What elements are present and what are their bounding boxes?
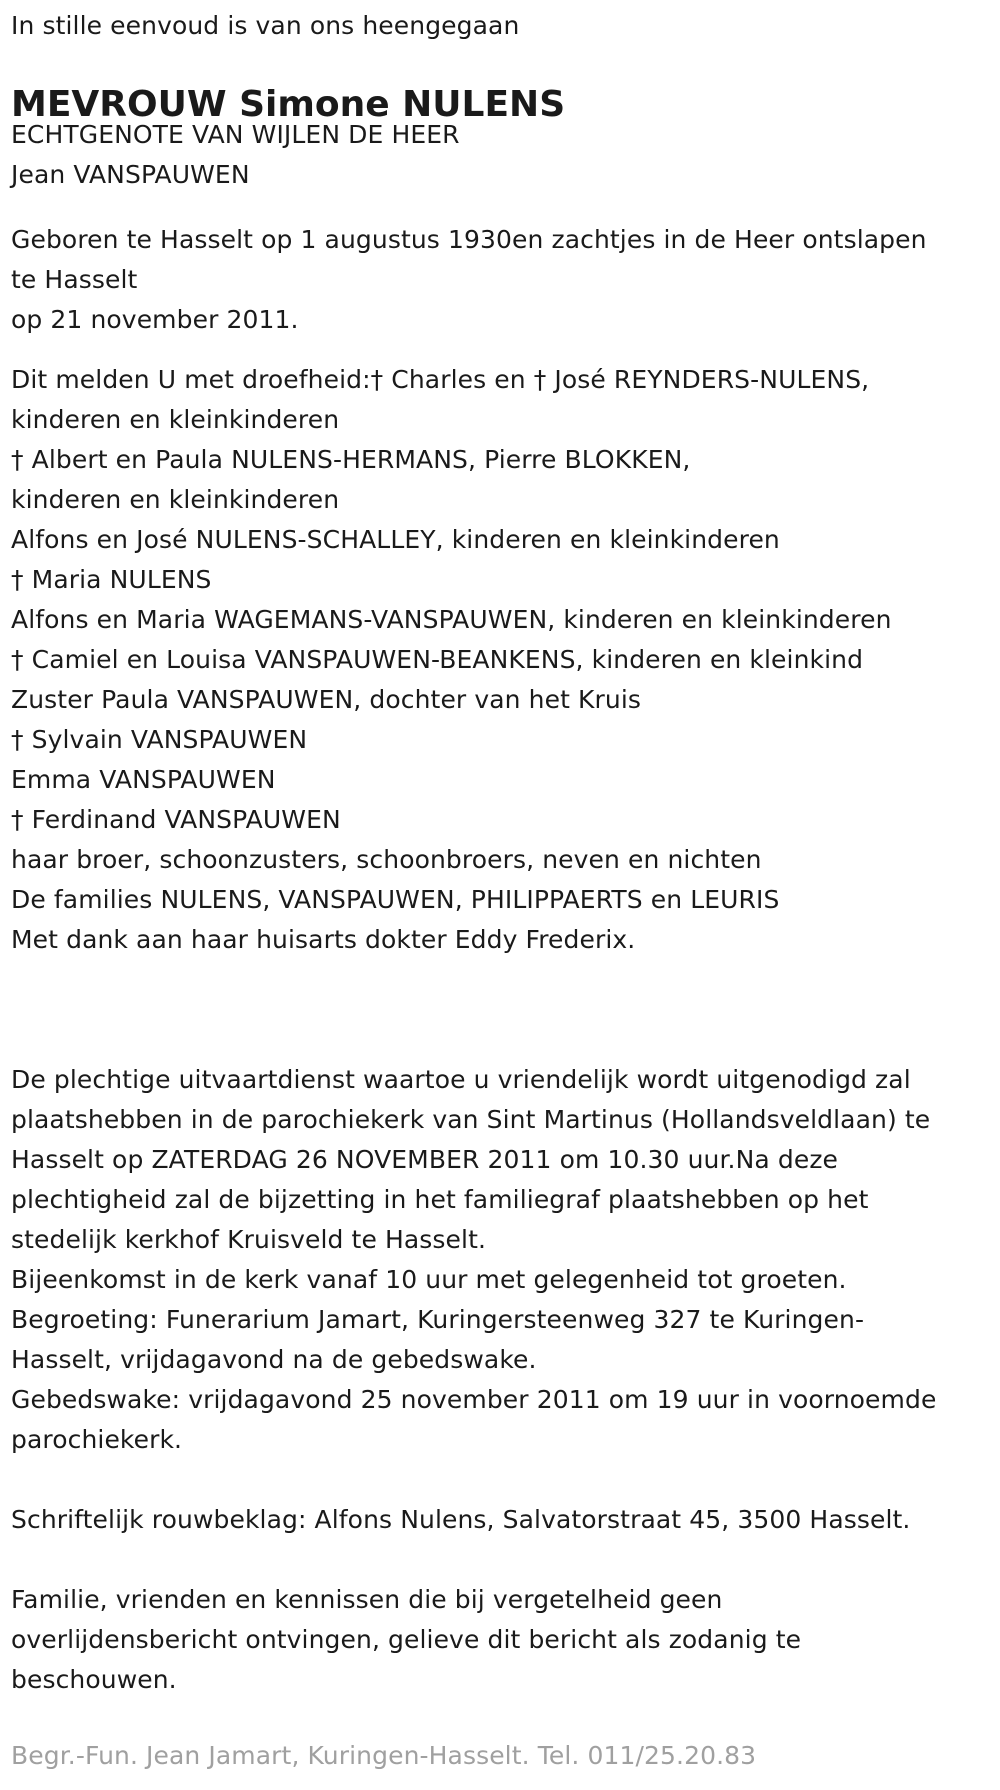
service-line: Bijeenkomst in de kerk vanaf 10 uur met gelegenheid tot groeten. (11, 1265, 847, 1294)
family-line: † Sylvain VANSPAUWEN (11, 725, 308, 754)
family-line: † Camiel en Louisa VANSPAUWEN-BEANKENS, kinderen en kleinkind (11, 645, 864, 674)
family-line: † Maria NULENS (11, 565, 212, 594)
condolence-block (11, 1500, 910, 1540)
closing-line: Familie, vrienden en kennissen die bij vergetelheid geen (11, 1585, 723, 1614)
family-line: De families NULENS, VANSPAUWEN, PHILIPPAERTS en LEURIS (11, 885, 780, 914)
closing-line: beschouwen. (11, 1665, 177, 1694)
service-line: Gebedswake: vrijdagavond 25 november 2011 om 19 uur in voornoemde (11, 1385, 937, 1414)
service-line: stedelijk kerkhof Kruisveld te Hasselt. (11, 1225, 487, 1254)
family-line: haar broer, schoonzusters, schoonbroers, neven en nichten (11, 845, 762, 874)
family-line: Zuster Paula VANSPAUWEN, dochter van het Kruis (11, 685, 642, 714)
family-line: † Ferdinand VANSPAUWEN (11, 805, 341, 834)
service-line: parochiekerk. (11, 1425, 183, 1454)
family-line: kinderen en kleinkinderen (11, 405, 340, 434)
intro-text: In stille eenvoud is van ons heengegaan (11, 11, 520, 40)
family-line: Alfons en José NULENS-SCHALLEY, kinderen en kleinkinderen (11, 525, 780, 554)
birth-block (11, 220, 927, 340)
service-line: Begroeting: Funerarium Jamart, Kuringersteenweg 327 te Kuringen- (11, 1305, 865, 1334)
spouse-block (11, 115, 460, 195)
spouse-line: ECHTGENOTE VAN WIJLEN DE HEER (11, 120, 460, 149)
service-line: Hasselt, vrijdagavond na de gebedswake. (11, 1345, 537, 1374)
service-line: plaatshebben in de parochiekerk van Sint Martinus (Hollandsveldlaan) te (11, 1105, 931, 1134)
family-line: Alfons en Maria WAGEMANS-VANSPAUWEN, kinderen en kleinkinderen (11, 605, 892, 634)
service-block (11, 1060, 936, 1460)
funeral-home-footer: Begr.-Fun. Jean Jamart, Kuringen-Hasselt. Tel. 011/25.20.83 (11, 1741, 757, 1770)
family-line: Met dank aan haar huisarts dokter Eddy Frederix. (11, 925, 636, 954)
closing-line: overlijdensbericht ontvingen, gelieve dit bericht als zodanig te (11, 1625, 802, 1654)
family-line: † Albert en Paula NULENS-HERMANS, Pierre BLOKKEN, (11, 445, 691, 474)
birth-line: Geboren te Hasselt op 1 augustus 1930en zachtjes in de Heer ontslapen (11, 225, 927, 254)
closing-block (11, 1580, 801, 1700)
birth-line: te Hasselt (11, 265, 138, 294)
spouse-line: Jean VANSPAUWEN (11, 160, 250, 189)
service-line: De plechtige uitvaartdienst waartoe u vriendelijk wordt uitgenodigd zal (11, 1065, 911, 1094)
condolence-line: Schriftelijk rouwbeklag: Alfons Nulens, Salvatorstraat 45, 3500 Hasselt. (11, 1505, 911, 1534)
service-line: Hasselt op ZATERDAG 26 NOVEMBER 2011 om 10.30 uur.Na deze (11, 1145, 839, 1174)
family-line: Emma VANSPAUWEN (11, 765, 276, 794)
family-block (11, 360, 892, 960)
service-line: plechtigheid zal de bijzetting in het familiegraf plaatshebben op het (11, 1185, 869, 1214)
family-line: kinderen en kleinkinderen (11, 485, 340, 514)
deceased-name: MEVROUW Simone NULENS (11, 84, 566, 125)
family-line: Dit melden U met droefheid:† Charles en † José REYNDERS-NULENS, (11, 365, 870, 394)
birth-line: op 21 november 2011. (11, 305, 299, 334)
